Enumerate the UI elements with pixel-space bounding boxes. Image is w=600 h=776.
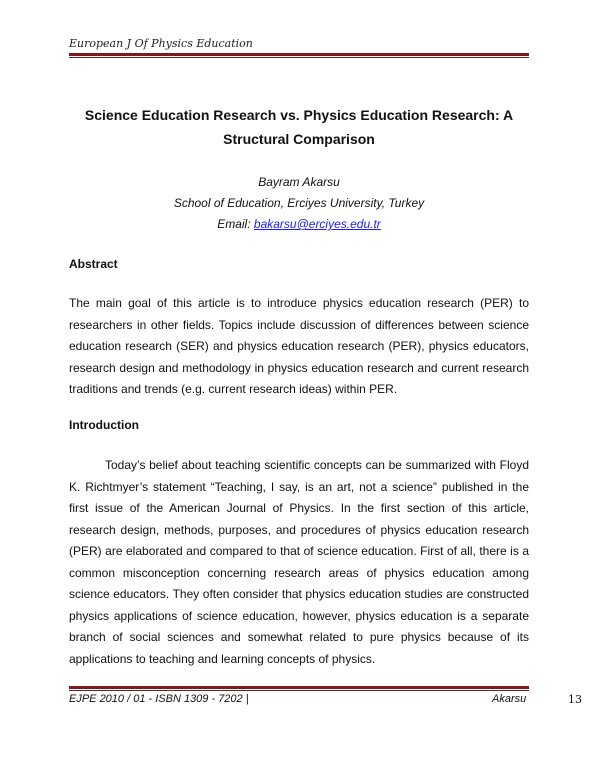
introduction-heading: Introduction [69,418,139,432]
author-affiliation: School of Education, Erciyes University, Turkey [173,196,425,210]
journal-header: European J Of Physics Education [69,37,253,50]
author-block [69,172,529,235]
author-email [69,214,529,235]
header-rule [69,53,529,56]
header-rule-thin [69,57,529,58]
abstract-text: The main goal of this article is to introduce physics education research (PER) to researchers in other fields. Topics include discussion of differences between science education research (SER) and physics education research (PER), physics educators, research design and methodology in physics education research and current research traditions and trends (e.g. current research ideas) within PER. [69,296,529,396]
footer-rule [69,686,529,689]
introduction-text: Today’s belief about teaching scientific concepts can be summarized with Floyd K. Richtmyer’s statement “Teaching, I say, is an art, not a science” published in the first issue of the American Journal of Physics. In the first section of this article, research design, methods, purposes, and procedures of physics education research (PER) are elaborated and compared to that of science education. First of all, there is a common misconception concerning research areas of physics education among science educators. They often consider that physics education studies are constructed physics applications of science education, however, physics education is a separate branch of social sciences and somewhat related to pure physics because of its applications to teaching and learning concepts of physics. [69,458,529,666]
paper-title: Science Education Research vs. Physics Education Research: A Structural Comparison [84,107,514,147]
abstract-heading: Abstract [69,257,118,271]
footer-rule-thin [69,690,529,691]
page-number: 13 [568,693,582,706]
email-label: Email: [217,217,254,231]
footer-author: Akarsu [492,693,527,705]
footer-citation: EJPE 2010 / 01 - ISBN 1309 - 7202 | [69,693,249,705]
author-name: Bayram Akarsu [258,175,340,189]
email-link[interactable]: bakarsu@erciyes.edu.tr [253,217,381,231]
